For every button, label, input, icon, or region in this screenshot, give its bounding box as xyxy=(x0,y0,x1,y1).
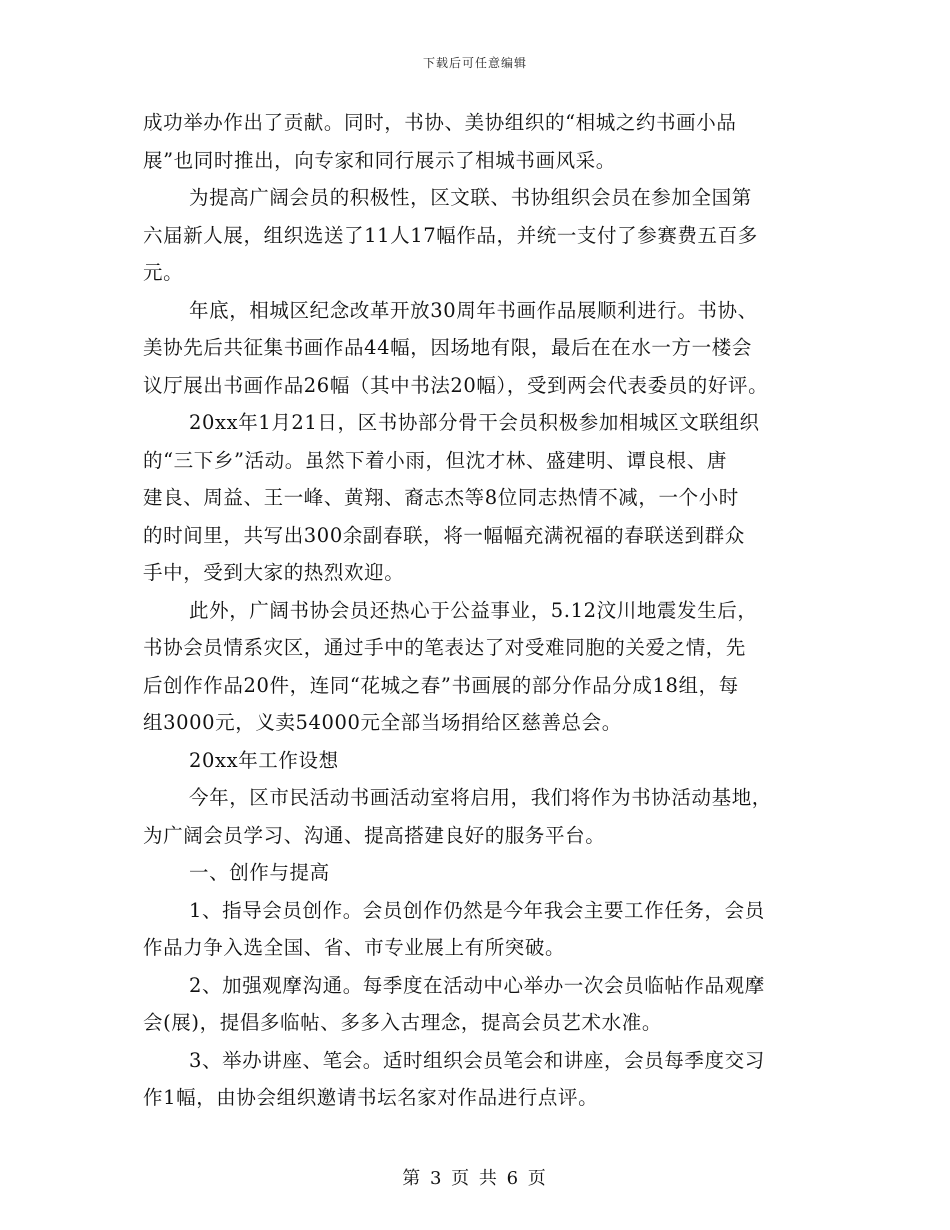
text-line: 成功举办作出了贡献。同时，书协、美协组织的“相城之约书画小品 xyxy=(143,111,737,134)
text-line: 六届新人展，组织选送了11人17幅作品，并统一支付了参赛费五百多 xyxy=(143,223,758,247)
text-line: 作品力争入选全国、省、市专业展上有所突破。 xyxy=(143,936,566,959)
text-line: 作1幅，由协会组织邀请书坛名家对作品进行点评。 xyxy=(143,1086,599,1109)
section-heading: 一、创作与提高 xyxy=(189,861,330,884)
text-line: 1、指导会员创作。会员创作仍然是今年我会主要工作任务，会员 xyxy=(189,898,765,922)
text-line: 组3000元，义卖54000元全部当场捐给区慈善总会。 xyxy=(143,711,622,734)
text-line: 的时间里，共写出300余副春联，将一幅幅充满祝福的春联送到群众 xyxy=(143,523,745,547)
text-line: 3、举办讲座、笔会。适时组织会员笔会和讲座，会员每季度交习 xyxy=(189,1048,765,1072)
text-line: 此外，广阔书协会员还热心于公益事业，5.12汶川地震发生后， xyxy=(189,598,758,622)
text-line: 今年，区市民活动书画活动室将启用，我们将作为书协活动基地， xyxy=(189,786,772,809)
text-line: 美协先后共征集书画作品44幅，因场地有限，最后在在水一方一楼会 xyxy=(143,336,752,359)
text-line: 议厅展出书画作品26幅（其中书法20幅），受到两会代表委员的好评。 xyxy=(143,373,769,397)
text-line: 年底，相城区纪念改革开放30周年书画作品展顺利进行。书协、 xyxy=(189,298,758,322)
text-line: 展”也同时推出，向专家和同行展示了相城书画风采。 xyxy=(143,148,616,172)
text-line: 书协会员情系灾区，通过手中的笔表达了对受难同胞的关爱之情，先 xyxy=(143,636,747,659)
text-line: 元。 xyxy=(143,261,184,284)
text-line: 建良、周益、王一峰、黄翔、裔志杰等8位同志热情不减，一个小时 xyxy=(143,486,739,509)
page-number: 第 3 页 共 6 页 xyxy=(402,1168,548,1189)
text-line: 为提高广阔会员的积极性，区文联、书协组织会员在参加全国第 xyxy=(189,186,752,209)
text-line: 的“三下乡”活动。虽然下着小雨，但沈才林、盛建明、谭良根、唐 xyxy=(143,448,727,472)
text-line: 2、加强观摩沟通。每季度在活动中心举办一次会员临帖作品观摩 xyxy=(189,973,765,997)
text-line: 20xx年1月21日，区书协部分骨干会员积极参加相城区文联组织 xyxy=(189,411,760,434)
document-body xyxy=(143,104,815,1117)
text-line: 手中，受到大家的热烈欢迎。 xyxy=(143,561,405,584)
text-line: 后创作作品20件，连同“花城之春”书画展的部分作品分成18组，每 xyxy=(143,673,739,697)
page-header-note: 下载后可任意编辑 xyxy=(422,56,527,70)
text-line: 会(展)，提倡多临帖、多多入古理念，提高会员艺术水准。 xyxy=(143,1011,662,1034)
section-heading: 20xx年工作设想 xyxy=(189,748,339,772)
text-line: 为广阔会员学习、沟通、提高搭建良好的服务平台。 xyxy=(143,823,606,847)
